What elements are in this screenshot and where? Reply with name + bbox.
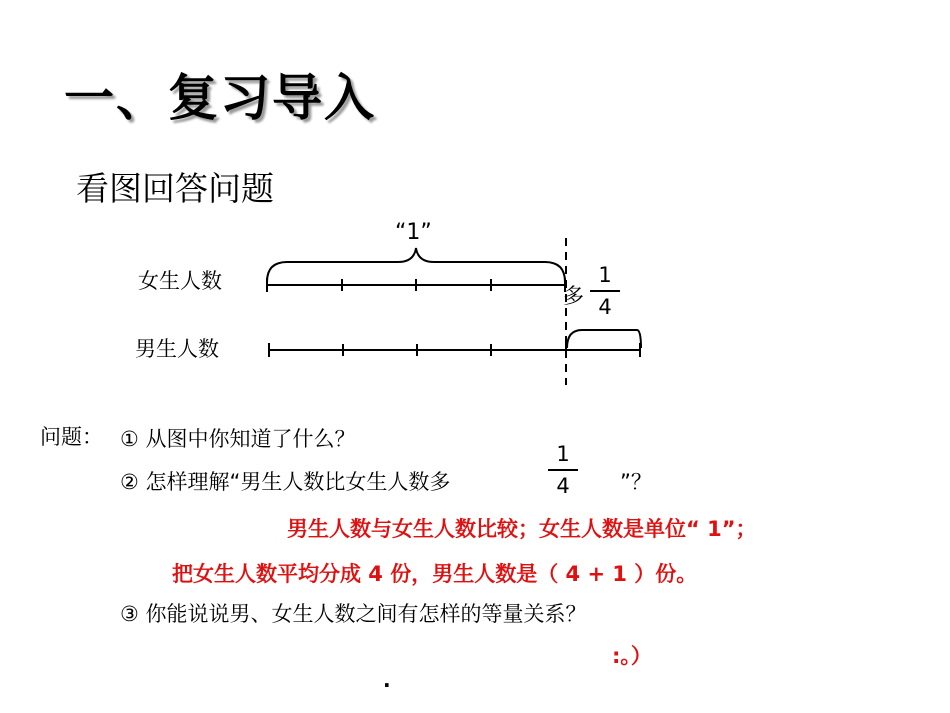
questions-prefix: 问题： bbox=[40, 425, 103, 449]
boys-label: 男生人数 bbox=[135, 337, 219, 361]
question-2-end: ”？ bbox=[620, 470, 652, 494]
girls-segment-line bbox=[267, 278, 565, 292]
question-1: ① 从图中你知道了什么？ bbox=[120, 427, 356, 451]
fraction-bar bbox=[548, 469, 578, 471]
more-label: 多 bbox=[563, 284, 584, 308]
answer-3-fragment: :。） bbox=[612, 644, 652, 668]
fraction-bar bbox=[590, 290, 620, 292]
answer-2: 把女生人数平均分成 4 份，男生人数是（ 4 + 1 ）份。 bbox=[172, 562, 698, 586]
diagram-fraction bbox=[590, 261, 620, 321]
fraction-numerator: 1 bbox=[598, 263, 612, 287]
question-3: ③ 你能说说男、女生人数之间有怎样的等量关系？ bbox=[120, 602, 587, 626]
fraction-numerator: 1 bbox=[556, 442, 570, 466]
footer-dot: . bbox=[383, 668, 391, 692]
one-unit-label: “1” bbox=[395, 220, 432, 245]
question-2: ② 怎样理解“男生人数比女生人数多 bbox=[120, 470, 451, 494]
fraction-denominator: 4 bbox=[556, 474, 570, 498]
answer-1: 男生人数与女生人数比较；女生人数是单位“ 1”； bbox=[287, 517, 757, 541]
boys-segment-line bbox=[269, 343, 640, 357]
extra-part-brace bbox=[567, 330, 641, 348]
question-2-fraction bbox=[548, 440, 578, 500]
section-subtitle: 看图回答问题 bbox=[76, 169, 274, 208]
fraction-denominator: 4 bbox=[598, 295, 612, 319]
one-unit-brace bbox=[267, 248, 565, 282]
girls-label: 女生人数 bbox=[138, 269, 222, 293]
page-title: 一、复习导入 bbox=[64, 69, 376, 127]
